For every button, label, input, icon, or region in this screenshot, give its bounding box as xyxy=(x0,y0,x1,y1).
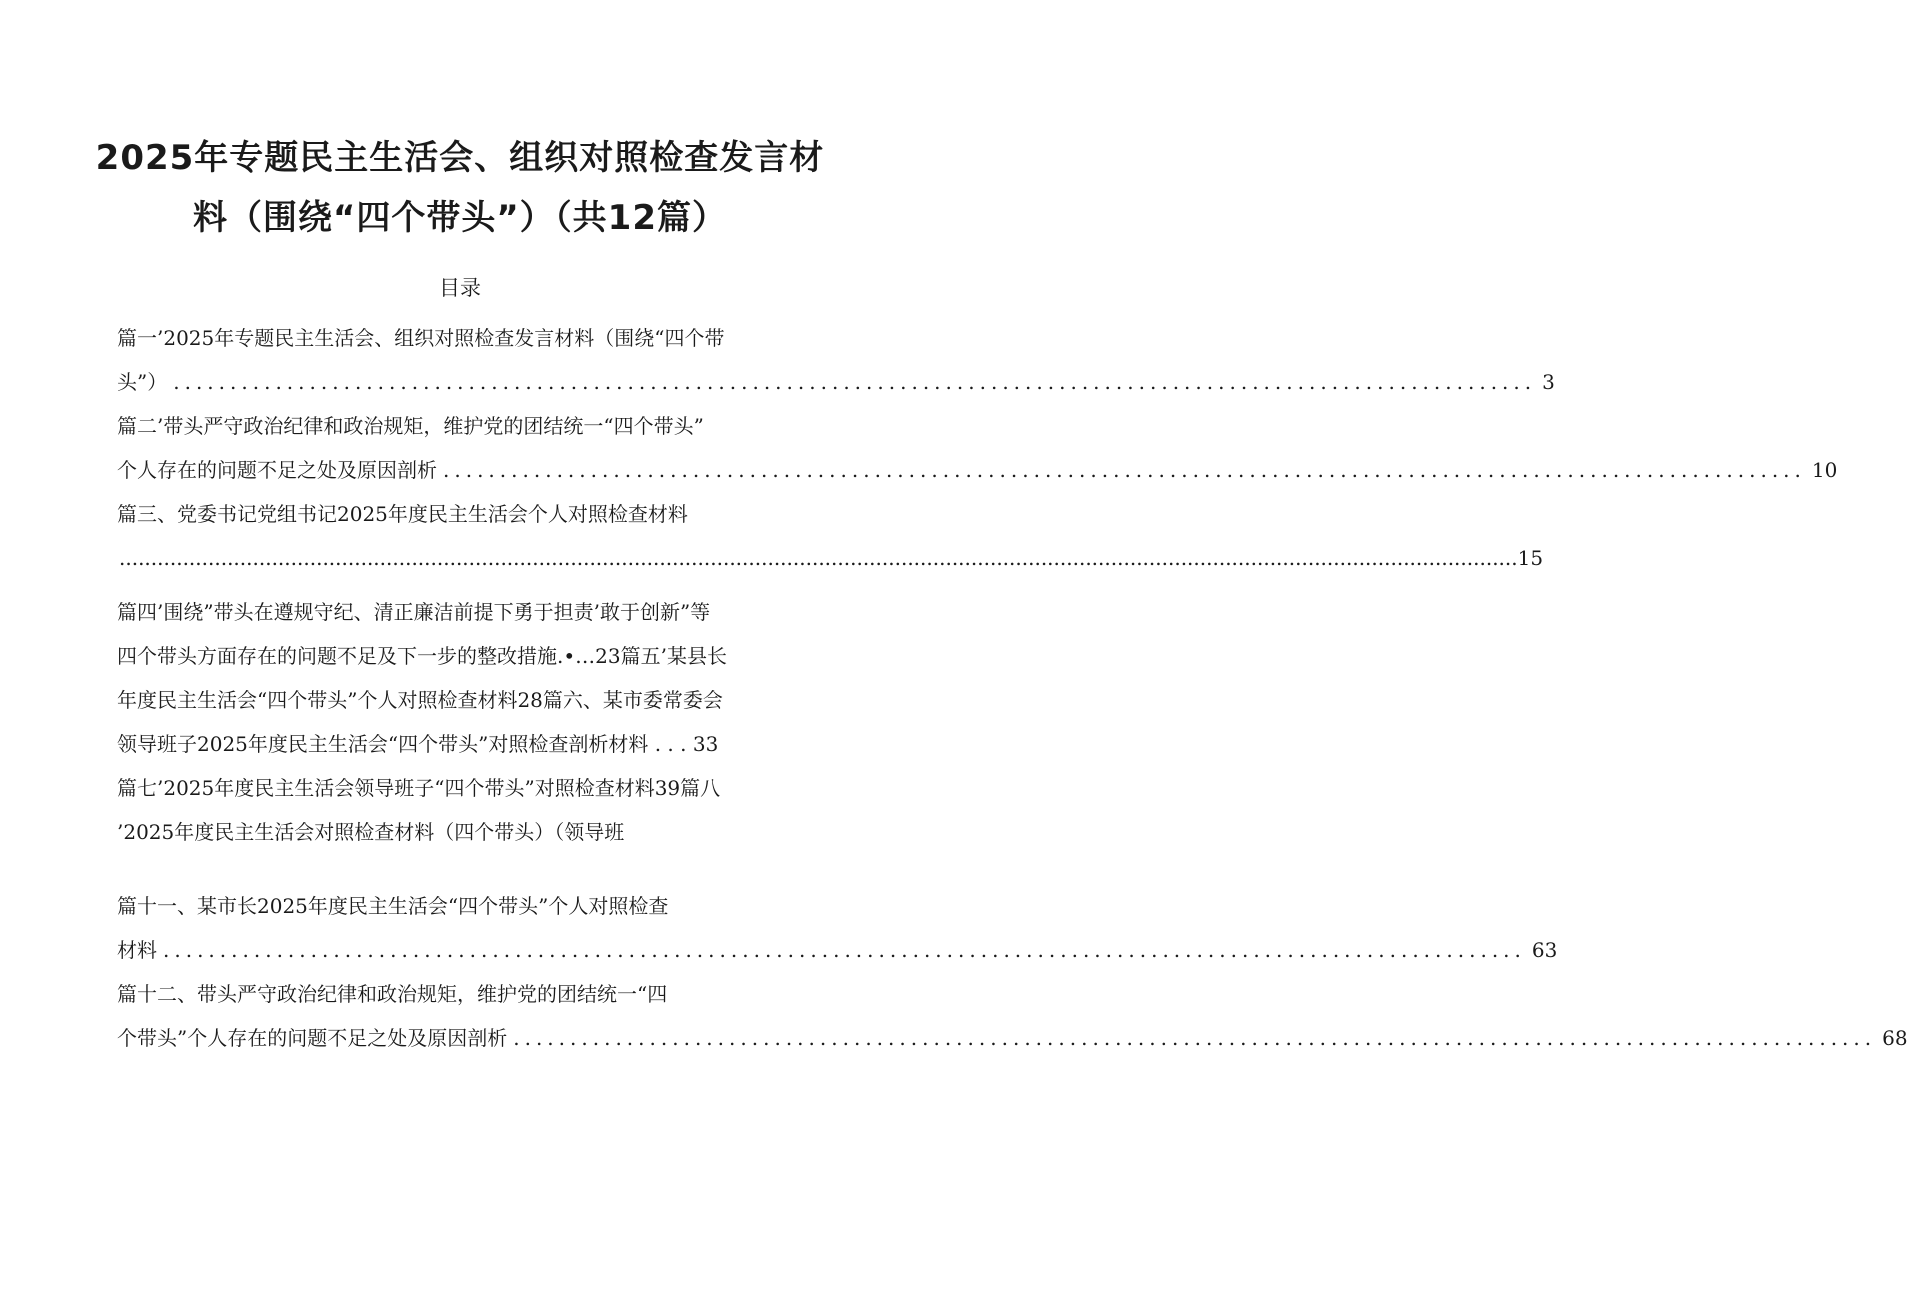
toc-entry-12-text: 个带头”个人存在的问题不足之处及原因剖析 xyxy=(117,1026,508,1050)
toc-entry-2-text: 个人存在的问题不足之处及原因剖析 xyxy=(117,458,437,482)
toc-entry-12-line-1: 篇十二、带头严守政治纪律和政治规矩，维护党的团结统一“四 xyxy=(117,982,668,1006)
toc-entry-12-page: 68 xyxy=(1882,1026,1908,1050)
toc-merged-line-4: 领导班子2025年度民主生活会“四个带头”对照检查剖析材料 . . . 33 xyxy=(117,732,719,756)
toc-entry-11-line-2[interactable] xyxy=(117,935,1558,965)
toc-merged-line-2: 四个带头方面存在的问题不足及下一步的整改措施.•…23篇五’某县长 xyxy=(117,644,727,668)
toc-entry-2-page: 10 xyxy=(1811,458,1838,482)
toc-merged-line-6: ’2025年度民主生活会对照检查材料（四个带头）（领导班 xyxy=(117,820,625,844)
toc-entry-1-line-1: 篇一’2025年专题民主生活会、组织对照检查发言材料（围绕“四个带 xyxy=(117,326,725,350)
toc-merged-line-1: 篇四’围绕”带头在遵规守纪、清正廉洁前提下勇于担责’敢于创新”等 xyxy=(117,600,711,624)
toc-entry-11-page: 63 xyxy=(1531,938,1558,962)
toc-entry-2-line-2[interactable] xyxy=(117,455,1838,485)
dot-leader: ........................................................................................................................ xyxy=(173,370,1537,394)
toc-entry-11-text: 材料 xyxy=(117,938,157,962)
toc-entry-3-line-2[interactable] xyxy=(117,543,1544,573)
dot-leader: ........................................................................................................................ xyxy=(443,458,1806,482)
toc-heading: 目录 xyxy=(439,276,481,300)
dot-leader: ............................................................................................................................................................................................................................ xyxy=(119,546,1518,570)
document-title-line-2: 料（围绕“四个带头”）（共12篇） xyxy=(192,198,727,238)
dot-leader: ........................................................................................................................ xyxy=(513,1026,1877,1050)
toc-entry-2-line-1: 篇二’带头严守政治纪律和政治规矩，维护党的团结统一“四个带头” xyxy=(117,414,704,438)
document-title-line-1: 2025年专题民主生活会、组织对照检查发言材 xyxy=(95,138,825,178)
toc-entry-11-line-1: 篇十一、某市长2025年度民主生活会“四个带头”个人对照检查 xyxy=(117,894,669,918)
toc-entry-1-page: 3 xyxy=(1542,370,1555,394)
toc-entry-1-line-2[interactable] xyxy=(117,367,1555,397)
toc-merged-line-5: 篇七’2025年度民主生活会领导班子“四个带头”对照检查材料39篇八 xyxy=(117,776,721,800)
dot-leader: ........................................................................................................................ xyxy=(163,938,1526,962)
toc-entry-12-line-2[interactable] xyxy=(117,1023,1908,1053)
toc-entry-3-page: 15 xyxy=(1517,546,1544,570)
toc-entry-1-text: 头”） xyxy=(117,370,168,394)
toc-entry-3-line-1: 篇三、党委书记党组书记2025年度民主生活会个人对照检查材料 xyxy=(117,502,688,526)
toc-merged-line-3: 年度民主生活会“四个带头”个人对照检查材料28篇六、某市委常委会 xyxy=(117,688,723,712)
